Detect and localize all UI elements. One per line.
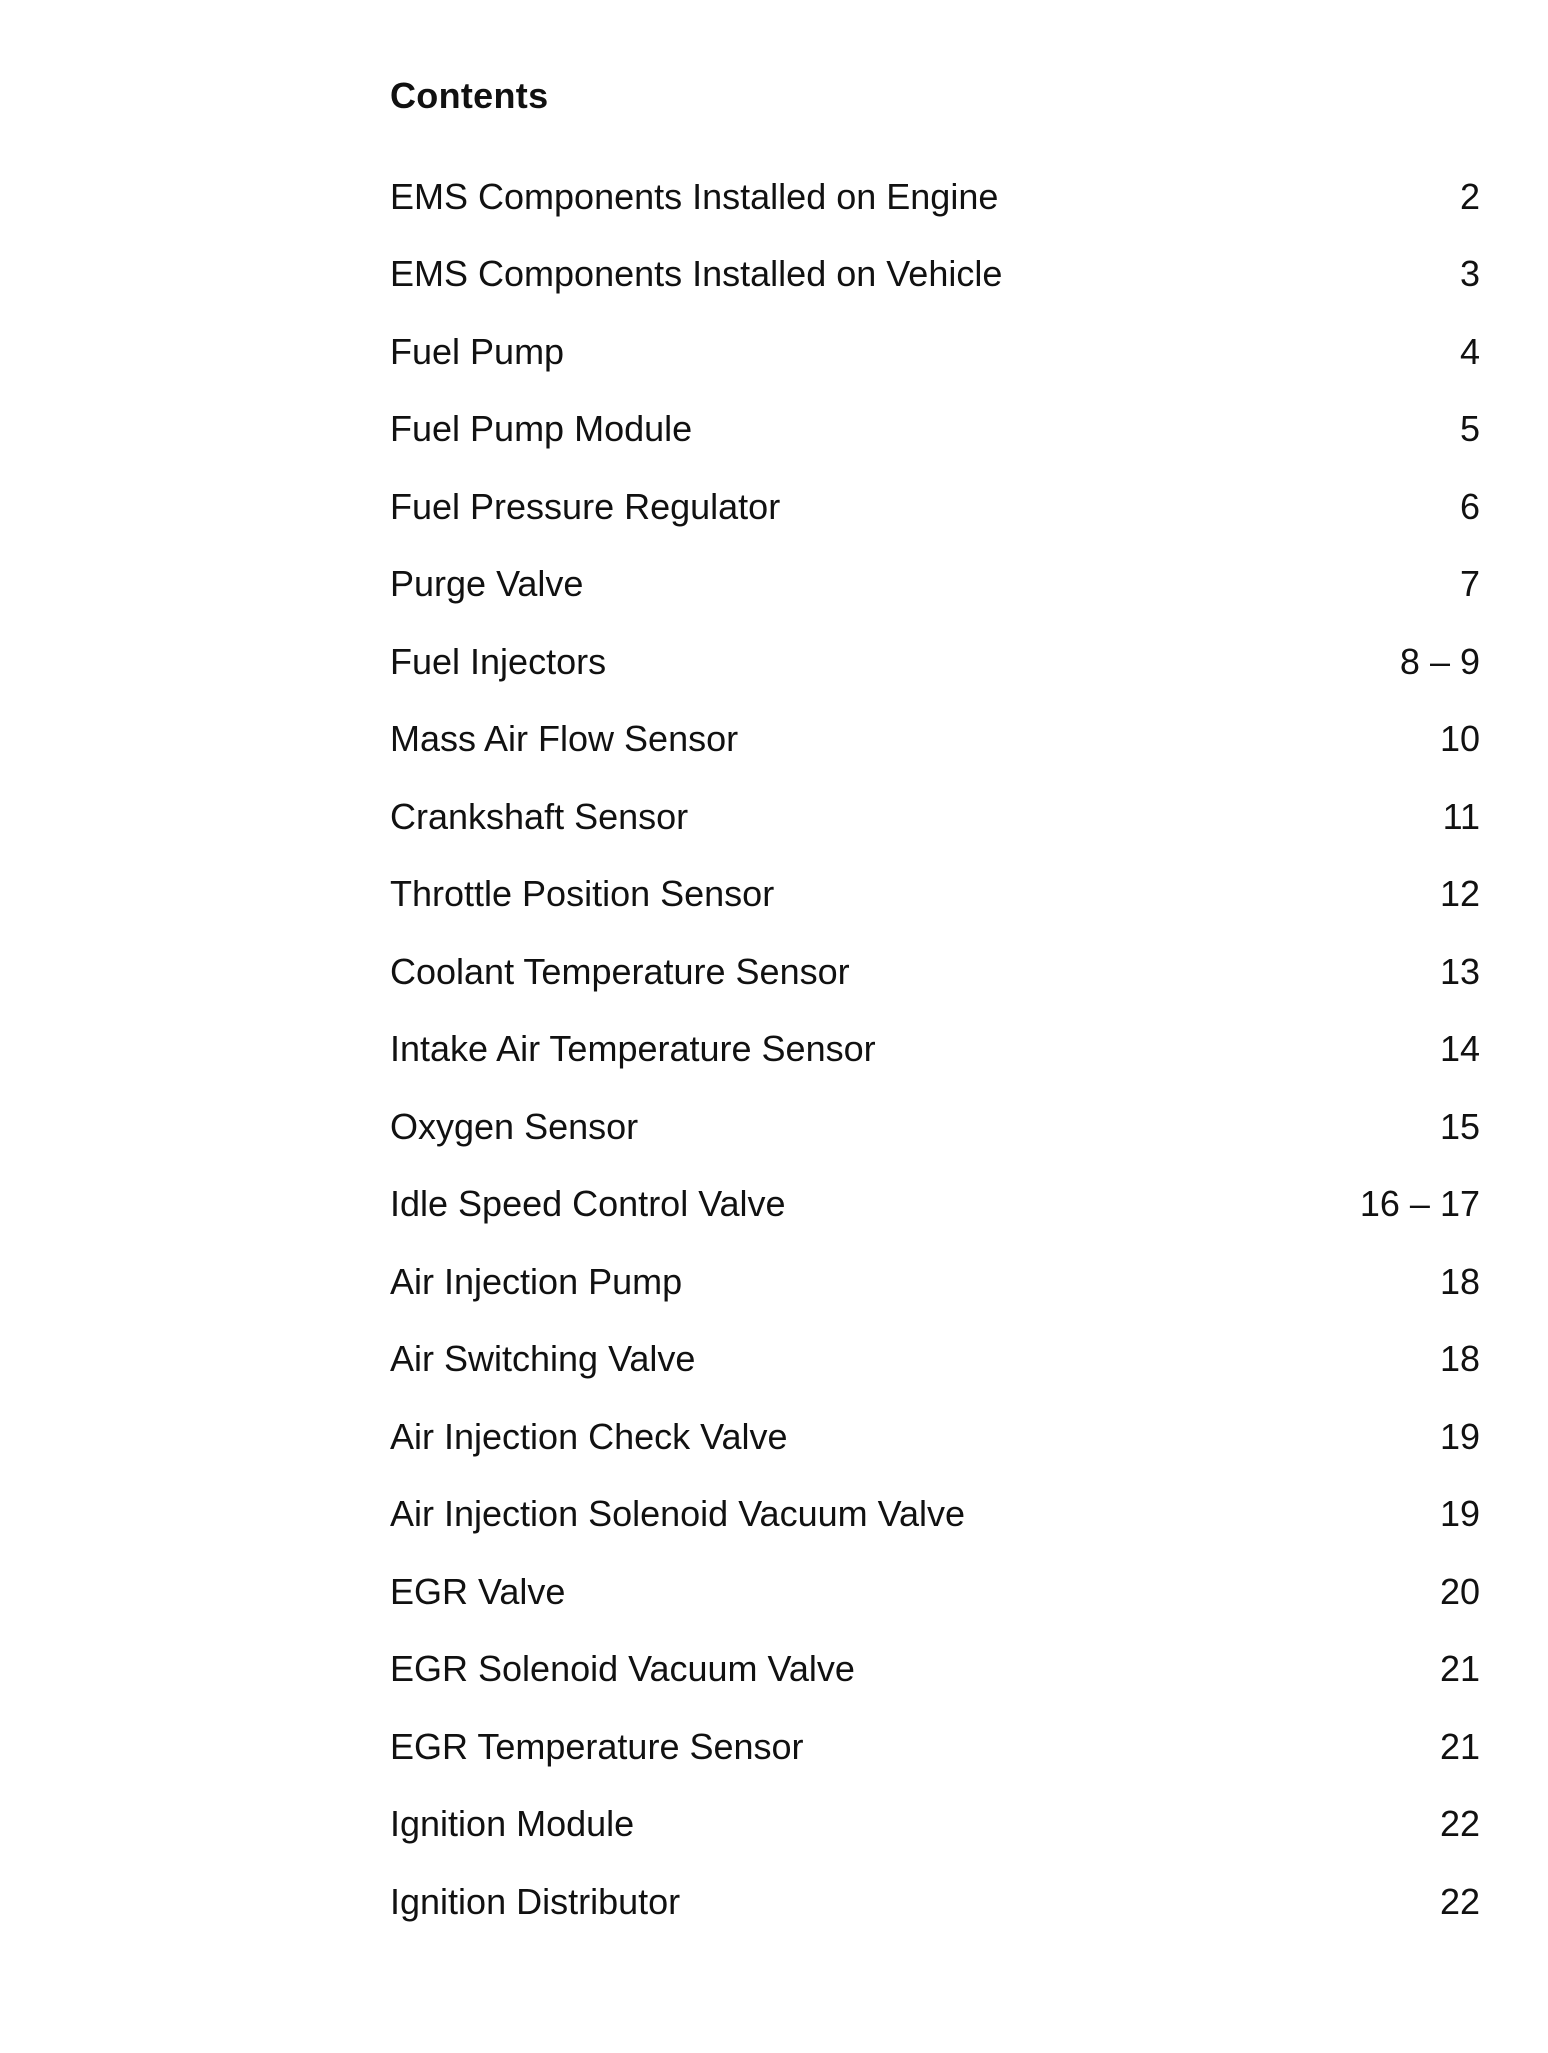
toc-entry bbox=[390, 1786, 1480, 1864]
toc-entry-page: 3 bbox=[1459, 253, 1480, 295]
toc-entry-page: 16 – 17 bbox=[1359, 1183, 1480, 1225]
toc-entry bbox=[390, 1631, 1480, 1709]
toc-entry-label: Purge Valve bbox=[390, 563, 584, 605]
toc-entry-page: 6 bbox=[1459, 485, 1480, 527]
toc-entry bbox=[390, 1243, 1480, 1321]
toc-entry-label: EGR Temperature Sensor bbox=[390, 1725, 804, 1767]
toc-entry bbox=[390, 1398, 1480, 1476]
toc-entry bbox=[390, 391, 1480, 469]
toc-entry-page: 5 bbox=[1459, 408, 1480, 450]
toc-entry-label: Intake Air Temperature Sensor bbox=[390, 1028, 876, 1070]
toc-entry-page: 22 bbox=[1439, 1880, 1480, 1922]
toc-entry-label: Ignition Module bbox=[390, 1803, 635, 1845]
toc-entry-page: 14 bbox=[1439, 1028, 1480, 1070]
toc-entry bbox=[390, 1708, 1480, 1786]
toc-entry bbox=[390, 1088, 1480, 1166]
toc-entry-label: Ignition Distributor bbox=[390, 1880, 681, 1922]
toc-entry bbox=[390, 1553, 1480, 1631]
toc-entry bbox=[390, 236, 1480, 314]
toc-entry bbox=[390, 313, 1480, 391]
toc-entry-page: 10 bbox=[1439, 718, 1480, 760]
toc-entry bbox=[390, 468, 1480, 546]
toc-entry-label: Air Injection Pump bbox=[390, 1260, 683, 1302]
toc-entry-label: Air Injection Check Valve bbox=[390, 1415, 788, 1457]
toc-entry-page: 18 bbox=[1439, 1338, 1480, 1380]
toc-entry-label: EGR Valve bbox=[390, 1570, 566, 1612]
toc-entry bbox=[390, 778, 1480, 856]
toc-entry bbox=[390, 546, 1480, 624]
toc-entry-label: Fuel Injectors bbox=[390, 640, 607, 682]
toc-entry-page: 18 bbox=[1439, 1260, 1480, 1302]
toc-entry bbox=[390, 1166, 1480, 1244]
toc-entry-label: Air Switching Valve bbox=[390, 1338, 696, 1380]
toc-entry-page: 19 bbox=[1439, 1493, 1480, 1535]
toc-entry bbox=[390, 701, 1480, 779]
toc-entry bbox=[390, 856, 1480, 934]
toc-entry-label: EGR Solenoid Vacuum Valve bbox=[390, 1648, 855, 1690]
toc-entry bbox=[390, 158, 1480, 236]
toc-entry-page: 11 bbox=[1442, 795, 1480, 837]
toc-entry bbox=[390, 1011, 1480, 1089]
toc-entry-label: Fuel Pump Module bbox=[390, 408, 693, 450]
toc-entry-label: Crankshaft Sensor bbox=[390, 795, 689, 837]
toc-entry bbox=[390, 933, 1480, 1011]
toc-entry-label: Air Injection Solenoid Vacuum Valve bbox=[390, 1493, 965, 1535]
toc-entry-label: Oxygen Sensor bbox=[390, 1105, 639, 1147]
toc-entry-page: 4 bbox=[1459, 330, 1480, 372]
toc-entry-label: Fuel Pump bbox=[390, 330, 565, 372]
toc-entry-page: 8 – 9 bbox=[1399, 640, 1480, 682]
toc-entry-page: 21 bbox=[1439, 1725, 1480, 1767]
toc-entry-page: 2 bbox=[1459, 175, 1480, 217]
toc-entry-page: 22 bbox=[1439, 1803, 1480, 1845]
toc-entry bbox=[390, 1476, 1480, 1554]
toc-entry-page: 21 bbox=[1439, 1648, 1480, 1690]
toc-entry bbox=[390, 1863, 1480, 1941]
toc-entry-label: Throttle Position Sensor bbox=[390, 873, 775, 915]
table-of-contents bbox=[390, 158, 1480, 1941]
toc-entry-page: 13 bbox=[1439, 950, 1480, 992]
toc-entry bbox=[390, 623, 1480, 701]
toc-entry-page: 15 bbox=[1439, 1105, 1480, 1147]
toc-entry-label: EMS Components Installed on Vehicle bbox=[390, 253, 1003, 295]
toc-entry-label: Fuel Pressure Regulator bbox=[390, 485, 781, 527]
toc-entry-page: 7 bbox=[1459, 563, 1480, 605]
page-title: Contents bbox=[390, 75, 549, 116]
toc-entry-label: EMS Components Installed on Engine bbox=[390, 175, 999, 217]
toc-entry-page: 12 bbox=[1439, 873, 1480, 915]
toc-entry-label: Coolant Temperature Sensor bbox=[390, 950, 850, 992]
toc-entry-page: 19 bbox=[1439, 1415, 1480, 1457]
toc-entry bbox=[390, 1321, 1480, 1399]
toc-entry-page: 20 bbox=[1439, 1570, 1480, 1612]
toc-entry-label: Idle Speed Control Valve bbox=[390, 1183, 786, 1225]
toc-entry-label: Mass Air Flow Sensor bbox=[390, 718, 739, 760]
